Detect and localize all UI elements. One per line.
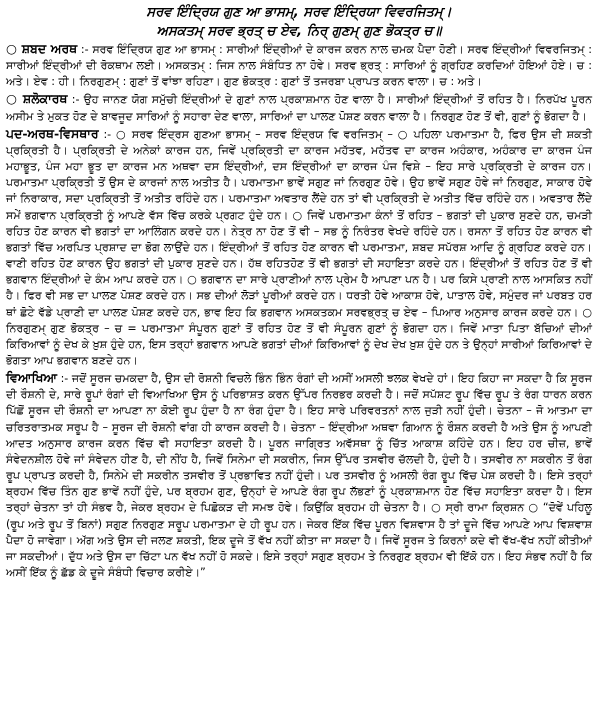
viakhia-heading: ਵਿਆਖਿਆ	[6, 370, 58, 386]
shabad-arth-section	[6, 41, 592, 90]
viakhia-section	[6, 370, 592, 581]
viakhia-text: :- ਜਦੋਂ ਸੂਰਜ ਚਮਕਦਾ ਹੈ, ਉਸ ਦੀ ਰੋਸ਼ਨੀ ਵਿਚਲੇ ਭਿੰਨ ਭਿੰਨ ਰੰਗਾਂ ਦੀ ਅਸੀਂ ਅਸਲੀ ਝਲਕ ਵੇਖਦੇ ਹਾਂ। ਇਹ ਕਿਹਾ ਜਾ ਸਕਦਾ ਹੈ ਕਿ ਸੂਰਜ ਦੀ ਰੌਸ਼ਨੀ ਦੇ, ਸਾਰੇ ਰੂਪਾਂ ਰੰਗਾਂ ਦੀ ਵਿਆਖਿਆ ਉਸ ਨੂੰ ਪਰਿਭਾਸ਼ਤ ਕਰਨ ਉੱਪਰ ਨਿਰਭਰ ਕਰਦੀ ਹੈ। ਜਦੋਂ ਸਪੱਸ਼ਟ ਰੂਪ ਵਿੱਚ ਰੂਪ ਤੇ ਰੰਗ ਧਾਰਨ ਕਰਨ ਪਿੱਛੋਂ ਸੂਰਜ ਦੀ ਰੌਸ਼ਨੀ ਦਾ ਆਪਣਾ ਨਾ ਕੋਈ ਰੂਪ ਹੁੰਦਾ ਹੈ ਨਾ ਰੰਗ ਹੁੰਦਾ ਹੈ। ਇਹ ਸਾਰੇ ਪਰਿਵਰਤਨਾਂ ਨਾਲ ਜੁੜੀ ਨਹੀਂ ਹੁੰਦੀ। ਚੇਤਨਾ – ਜੋ ਆਤਮਾ ਦਾ ਚਰਿਤਰਾਤਮਕ ਸਰੂਪ ਹੈ – ਸੂਰਜ ਦੀ ਰੋਸ਼ਨੀ ਵਾਂਗ ਹੀ ਕਾਰਜ ਕਰਦੀ ਹੈ। ਚੇਤਨਾ – ਇੰਦ੍ਰੀਆ ਅਥਵਾ ਗਿਆਨ ਨੂੰ ਰੌਸ਼ਨ ਕਰਦੀ ਹੈ ਅਤੇ ਉਸ ਨੂੰ ਆਪਣੀ ਆਦਤ ਅਨੁਸਾਰ ਕਾਰਜ ਕਰਨ ਵਿੱਚ ਵੀ ਸਹਾਇਤਾ ਕਰਦੀ ਹੈ। ਪੂਰਨ ਜਾਗ੍ਰਿਤ ਅਵੱਸਥਾ ਨੂੰ ਚਿੱਤ ਆਕਾਸ਼ ਕਹਿੰਦੇ ਹਨ। ਇਹ ਹਰ ਚੀਜ਼, ਭਾਵੇਂ ਸੰਵੇਦਨਸ਼ੀਲ ਹੋਵੇ ਜਾਂ ਸੰਵੇਦਨ ਹੀਣ ਹੈ, ਦੀ ਨੀਂਹ ਹੈ, ਜਿਵੇਂ ਸਿਨੇਮਾ ਦੀ ਸਕਰੀਨ, ਜਿਸ ਉੱਪਰ ਤਸਵੀਰ ਚੱਲਦੀ ਹੈ, ਹੁੰਦੀ ਹੈ। ਤਸਵੀਰ ਨਾ ਸਕਰੀਨ ਤੋਂ ਰੰਗ ਰੂਪ ਪ੍ਰਾਪਤ ਕਰਦੀ ਹੈ, ਸਿਨੇਮੇ ਦੀ ਸਕਰੀਨ ਤਸਵੀਰ ਤੋਂ ਪ੍ਰਭਾਵਿਤ ਨਹੀਂ ਹੁੰਦੀ। ਪਰ ਤਸਵੀਰ ਨੂੰ ਅਸਲੀ ਰੰਗ ਰੂਪ ਵਿੱਚ ਪੇਸ਼ ਕਰਦੀ ਹੈ। ਇਸੇ ਤਰ੍ਹਾਂ ਬ੍ਰਹਮ ਵਿੱਚ ਤਿੰਨ ਗੁਣ ਭਾਵੇਂ ਨਹੀਂ ਹੁੰਦੇ, ਪਰ ਬ੍ਰਹਮ ਗੁਣ, ਉਨ੍ਹਾਂ ਦੇ ਆਪਣੇ ਰੰਗ ਰੂਪ ਲੱਭਣਾਂ ਨੂੰ ਪ੍ਰਕਾਸ਼ਮਾਨ ਹੋਣ ਵਿੱਚ ਸਹਾਇਤਾ ਕਰਦਾ ਹੈ। ਇਸ ਤਰ੍ਹਾਂ ਚੇਤਨਾ ਤਾਂ ਹੀ ਸੰਭਵ ਹੈ, ਜੇਕਰ ਬ੍ਰਹਮ ਦੇ ਪਿਛੋਕੜ ਦੀ ਸਮਝ ਹੋਵੇ। ਕਿਉਂਕਿ ਬ੍ਰਹਮ ਹੀ ਚੇਤਨਾ ਹੈ। ○ ਸ੍ਰੀ ਰਾਮਾ ਕ੍ਰਿਸ਼ਨ ○ “ਦੋਵੇਂ ਪਹਿਲੂ (ਰੂਪ ਅਤੇ ਰੂਪ ਤੋਂ ਬਿਨਾਂ) ਸਗੁਣ ਨਿਰਗੁਣ ਸਰੂਪ ਪਰਮਾਤਮਾ ਦੇ ਹੀ ਰੂਪ ਹਨ। ਜੇਕਰ ਇੱਕ ਵਿੱਚ ਪੂਰਨ ਵਿਸ਼ਵਾਸ ਹੈ ਤਾਂ ਦੂਜੇ ਵਿੱਚ ਆਪਣੇ ਆਪ ਵਿਸ਼ਵਾਸ਼ ਪੈਦਾ ਹੋ ਜਾਵੇਗਾ। ਅੱਗ ਅਤੇ ਉਸ ਦੀ ਜਲਣ ਸ਼ਕਤੀ, ਇਕ ਦੂਜੇ ਤੋਂ ਵੱਖ ਨਹੀਂ ਕੀਤਾ ਜਾ ਸਕਦਾ ਹੈ। ਜਿਵੇਂ ਸੂਰਜ ਤੇ ਕਿਰਨਾਂ ਕਦੇ ਵੀ ਵੱਖ-ਵੱਖ ਨਹੀਂ ਕੀਤੀਆਂ ਜਾ ਸਕਦੀਆਂ। ਦੁੱਧ ਅਤੇ ਉਸ ਦਾ ਚਿੱਟਾ ਪਨ ਵੱਖ ਨਹੀਂ ਹੋ ਸਕਦੇ। ਇਸੇ ਤਰ੍ਹਾਂ ਸਗੁਣ ਬ੍ਰਹਮ ਤੇ ਨਿਰਗੁਣ ਬ੍ਰਹਮ ਵੀ ਇੱਕੋ ਹਨ। ਇਹ ਸੰਭਵ ਨਹੀਂ ਹੈ ਕਿ ਅਸੀਂ ਇੱਕ ਨੂੰ ਛੱਡ ਕੇ ਦੂਜੇ ਸੰਬੰਧੀ ਵਿਚਾਰ ਕਰੀਏ।”	[6, 372, 592, 579]
verse-line-2: ਅਸਕਤਮ੍ ਸਰਵ ਭ੍ਰਤ੍ ਚ ਏਵ, ਨਿਰ੍ ਗੁਣਮ੍ ਗੁਣ ਭੋਕਤ੍ਰ ਚ॥	[156, 24, 442, 39]
shabad-arth-heading: ○ ਸ਼ਬਦ ਅਰਥ	[6, 41, 78, 56]
shabad-arth-text: :- ਸਰਵ ਇੰਦ੍ਰਿਯ ਗੁਣ ਆ ਭਾਸਮ੍ : ਸਾਰੀਆਂ ਇੰਦ੍ਰੀਆਂ ਦੇ ਕਾਰਜ ਕਰਨ ਨਾਲ ਚਮਕ ਪੈਦਾ ਹੋਣੀ। ਸਰਵ ਇੰਦ੍ਰੀਆਂ ਵਿਵਰਜਿਤਮ੍ : ਸਾਰੀਆਂ ਇੰਦ੍ਰੀਆਂ ਦੀ ਰੋਕਥਾਮ ਲਈ। ਅਸਕਤਮ੍ : ਜਿਸ ਨਾਲ ਸੰਬੰਧਿਤ ਨਾ ਹੋਵੇ। ਸਰਵ ਭ੍ਰਤ੍ : ਸਾਰਿਆਂ ਨੂੰ ਗ੍ਰਹਿਣ ਕਰਦਿਆਂ ਹੋਇਆਂ ਹੋਏ। ਚ : ਅਤੇ। ਏਵ : ਹੀ। ਨਿਰਗੁਣਮ੍ : ਗੁਣਾਂ ਤੋਂ ਵਾਂਝਾ ਰਹਿਣਾ। ਗੁਣ ਭੋਕਤ੍ਰ : ਗੁਣਾਂ ਤੋਂ ਤਜਰਬਾ ਪ੍ਰਾਪਤ ਕਰਨ ਵਾਲਾ। ਚ : ਅਤੇ।	[6, 43, 593, 89]
pad-arth-heading: ਪਦ-ਅਰਥ-ਵਿਸਥਾਰ	[6, 125, 99, 141]
verse-line-1: ਸਰਵ ਇੰਦ੍ਰਿਯ ਗੁਣ ਆ ਭਾਸਮ੍, ਸਰਵ ਇੰਦ੍ਰਿਯਾ ਵਿਵਰਜਿਤਮ੍।	[146, 5, 452, 20]
shlokarth-section	[6, 91, 592, 124]
pad-arth-section	[6, 126, 592, 369]
pad-arth-text: :- ○ ਸਰਵ ਇੰਦ੍ਰਸ ਗੁਣਆ ਭਾਸਮ੍ – ਸਰਵ ਇੰਦ੍ਰਯ ਵਿ ਵਰਜਿਤਮ੍ – ○ ਪਹਿਲਾ ਪਰਮਾਤਮਾ ਹੈ, ਫਿਰ ਉਸ ਦੀ ਸ਼ਕਤੀ ਪ੍ਰਕ੍ਰਿਤੀ ਹੈ। ਪ੍ਰਕ੍ਰਿਤੀ ਦੇ ਅਨੇਕਾਂ ਕਾਰਜ ਹਨ, ਜਿਵੇਂ ਪ੍ਰਕ੍ਰਿਤੀ ਦਾ ਕਾਰਜ ਮਹੱਤਵ, ਮਹੱਤਵ ਦਾ ਕਾਰਜ ਅਹੰਕਾਰ, ਅਹੰਕਾਰ ਦਾ ਕਾਰਜ ਪੰਜ ਮਹਾਭੂਤ, ਪੰਜ ਮਹਾ ਭੂਤ ਦਾ ਕਾਰਜ ਮਨ ਅਥਵਾ ਦਸ ਇੰਦ੍ਰੀਆਂ, ਦਸ ਇੰਦ੍ਰੀਆਂ ਦਾ ਕਾਰਜ ਪੰਜ ਵਿਸ਼ੇ – ਇਹ ਸਾਰੇ ਪ੍ਰਕ੍ਰਿਤੀ ਦੇ ਕਾਰਜ ਹਨ। ਪਰਮਾਤਮਾ ਪ੍ਰਕ੍ਰਿਤੀ ਤੋਂ ਉਸ ਦੇ ਕਾਰਜਾਂ ਨਾਲ ਅਤੀਤ ਹੈ। ਪਰਮਾਤਮਾ ਭਾਵੇਂ ਸਗੁਣ ਜਾਂ ਨਿਰਗੁਣ ਹੋਵੇ। ਉਹ ਭਾਵੇਂ ਸਗੁਣ ਹੋਵੇ ਜਾਂ ਨਿਰਗੁਣ, ਸਾਕਾਰ ਹੋਵੇ ਜਾਂ ਨਿਰਾਕਾਰ, ਸਦਾ ਪ੍ਰਕ੍ਰਿਤੀ ਤੋਂ ਅਤੀਤ ਰਹਿੰਦੇ ਹਨ। ਪਰਮਾਤਮਾ ਅਵਤਾਰ ਲੈਂਦੇ ਹਨ ਤਾਂ ਵੀ ਪ੍ਰਕ੍ਰਿਤੀ ਦੇ ਅਤੀਤ ਵਿੱਚ ਰਹਿੰਦੇ ਹਨ। ਅਵਤਾਰ ਲੈਂਦੇ ਸਮੇਂ ਭਗਵਾਨ ਪ੍ਰਕ੍ਰਿਤੀ ਨੂੰ ਆਪਣੇ ਵੱਸ ਵਿੱਚ ਕਰਕੇ ਪ੍ਰਗਟ ਹੁੰਦੇ ਹਨ। ○ ਜਿਵੇਂ ਪਰਮਾਤਮਾ ਕੰਨਾਂ ਤੋਂ ਰਹਿਤ – ਭਗਤਾਂ ਦੀ ਪੁਕਾਰ ਸੁਣਦੇ ਹਨ, ਚਮੜੀ ਰਹਿਤ ਹੋਣ ਕਾਰਨ ਵੀ ਭਗਤਾਂ ਦਾ ਆਲਿੰਗਨ ਕਰਦੇ ਹਨ। ਨੇਤ੍ਰ ਨਾ ਹੋਣ ਤੋਂ ਵੀ – ਸਭ ਨੂੰ ਨਿਰੰਤਰ ਵੇਖਦੇ ਰਹਿੰਦੇ ਹਨ। ਰਸਨਾ ਤੋਂ ਰਹਿਤ ਹੋਣ ਕਾਰਨ ਵੀ ਭਗਤਾਂ ਵਿੱਚ ਅਰਪਿਤ ਪ੍ਰਸ਼ਾਦ ਦਾ ਭੋਗ ਲਾਉਂਦੇ ਹਨ। ਇੰਦ੍ਰੀਆਂ ਤੋਂ ਰਹਿਤ ਹੋਣ ਕਾਰਨ ਵੀ ਪਰਮਾਤਮਾ, ਸ਼ਬਦ ਸਪੱਰਸ਼ ਆਦਿ ਨੂੰ ਗ੍ਰਹਿਣ ਕਰਦੇ ਹਨ। ਵਾਣੀ ਰਹਿਤ ਹੋਣ ਕਾਰਨ ਉਹ ਭਗਤਾਂ ਦੀ ਪੁਕਾਰ ਸੁਣਦੇ ਹਨ। ਹੱਥ ਰਹਿਤਹੋਣ ਤੋਂ ਵੀ ਭਗਤਾਂ ਦੀ ਸਹਾਇਤਾ ਕਰਦੇ ਹਨ। ਇੰਦ੍ਰੀਆਂ ਤੋਂ ਰਹਿਤ ਹੋਣ ਤੋਂ ਵੀ ਭਗਵਾਨ ਇੰਦ੍ਰੀਆਂ ਦੇ ਕੰਮ ਆਪ ਕਰਦੇ ਹਨ। ○ ਭਗਵਾਨ ਦਾ ਸਾਰੇ ਪ੍ਰਾਣੀਆਂ ਨਾਲ ਪ੍ਰੇਮ ਹੈ ਆਪਣਾ ਪਨ ਹੈ। ਪਰ ਕਿਸੇ ਪ੍ਰਾਣੀ ਨਾਲ ਆਸਕਿਤ ਨਹੀਂ ਹੈ। ਫਿਰ ਵੀ ਸਭ ਦਾ ਪਾਲਣ ਪੋਸ਼ਣ ਕਰਦੇ ਹਨ। ਸਭ ਦੀਆਂ ਲੋੜਾਂ ਪੂਰੀਆਂ ਕਰਦੇ ਹਨ। ਧਰਤੀ ਹੋਵੇ ਆਕਾਸ਼ ਹੋਵੇ, ਪਾਤਾਲ ਹੋਵੇ, ਸਮੁੰਦਰ ਜਾਂ ਪਰਬਤ ਹਰ ਥਾਂ ਛੋਟੇ ਵੱਡੇ ਪ੍ਰਾਣੀ ਦਾ ਪਾਲਣ ਪੋਸ਼ਣ ਕਰਦੇ ਹਨ, ਭਾਵ ਇਹ ਕਿ ਭਗਵਾਨ ਅਸਕਤਕਮ ਸਰਵਭ੍ਰਤ੍ ਚ ਏਵ – ਪਿਆਰ ਅਨੁਸਾਰ ਕਾਰਜ ਕਰਦੇ ਹਨ। ○ ਨਿਰਗੁਣਮ੍ ਗੁਣ ਭੋਕਤ੍ਰ – ਚ = ਪਰਮਾਤਮਾ ਸੰਪੂਰਨ ਗੁਣਾਂ ਤੋਂ ਰਹਿਤ ਹੋਣ ਤੋਂ ਵੀ ਸੰਪੂਰਨ ਗੁਣਾਂ ਨੂੰ ਭੋਗਦਾ ਹਨ। ਜਿਵੇਂ ਮਾਤਾ ਪਿਤਾ ਬੱਚਿਆਂ ਦੀਆਂ ਕਿਰਿਆਵਾਂ ਨੂੰ ਦੇਖ ਕੇ ਖ਼ੁਸ਼ ਹੁੰਦੇ ਹਨ, ਇਸ ਤਰ੍ਹਾਂ ਭਗਵਾਨ ਆਪਣੇ ਭਗਤਾਂ ਦੀਆਂ ਕਿਰਿਆਵਾਂ ਨੂੰ ਦੇਖ ਦੇਖ ਖ਼ੁਸ਼ ਹੁੰਦੇ ਹਨ ਤੇ ਉਨ੍ਹਾਂ ਸਾਰੀਆਂ ਕਿਰਿਆਵਾਂ ਦੇ ਭੋਗਤਾ ਆਪ ਭਗਵਾਨ ਬਣਦੇ ਹਨ।	[6, 127, 592, 367]
shlokarth-text: :- ਉਹ ਜਾਨਣ ਯੋਗ ਸਮੁੱਚੀ ਇੰਦ੍ਰੀਆਂ ਦੇ ਗੁਣਾਂ ਨਾਲ ਪ੍ਰਕਾਸ਼ਮਾਨ ਹੋਣ ਵਾਲਾ ਹੈ। ਸਾਰੀਆਂ ਇੰਦ੍ਰੀਆਂ ਤੋਂ ਰਹਿਤ ਹੈ। ਨਿਰਪੱਖ ਪੂਰਨ ਅਸੀਮ ਤੇ ਮੁਕਤ ਹੋਣ ਦੇ ਬਾਵਜੂਦ ਸਾਰਿਆਂ ਨੂੰ ਸਹਾਰਾ ਦੇਣ ਵਾਲਾ, ਸਾਰਿਆਂ ਦਾ ਪਾਲਣ ਪੋਸ਼ਣ ਕਰਨ ਵਾਲਾ ਹੈ। ਨਿਰਗੁਣ ਹੋਣ ਤੋਂ ਵੀ, ਗੁਣਾਂ ਨੂੰ ਭੋਗਦਾ ਹੈ।	[6, 93, 593, 123]
shlokarth-heading: ○ ਸ਼ਲੋਕਾਰਥ	[6, 91, 68, 107]
